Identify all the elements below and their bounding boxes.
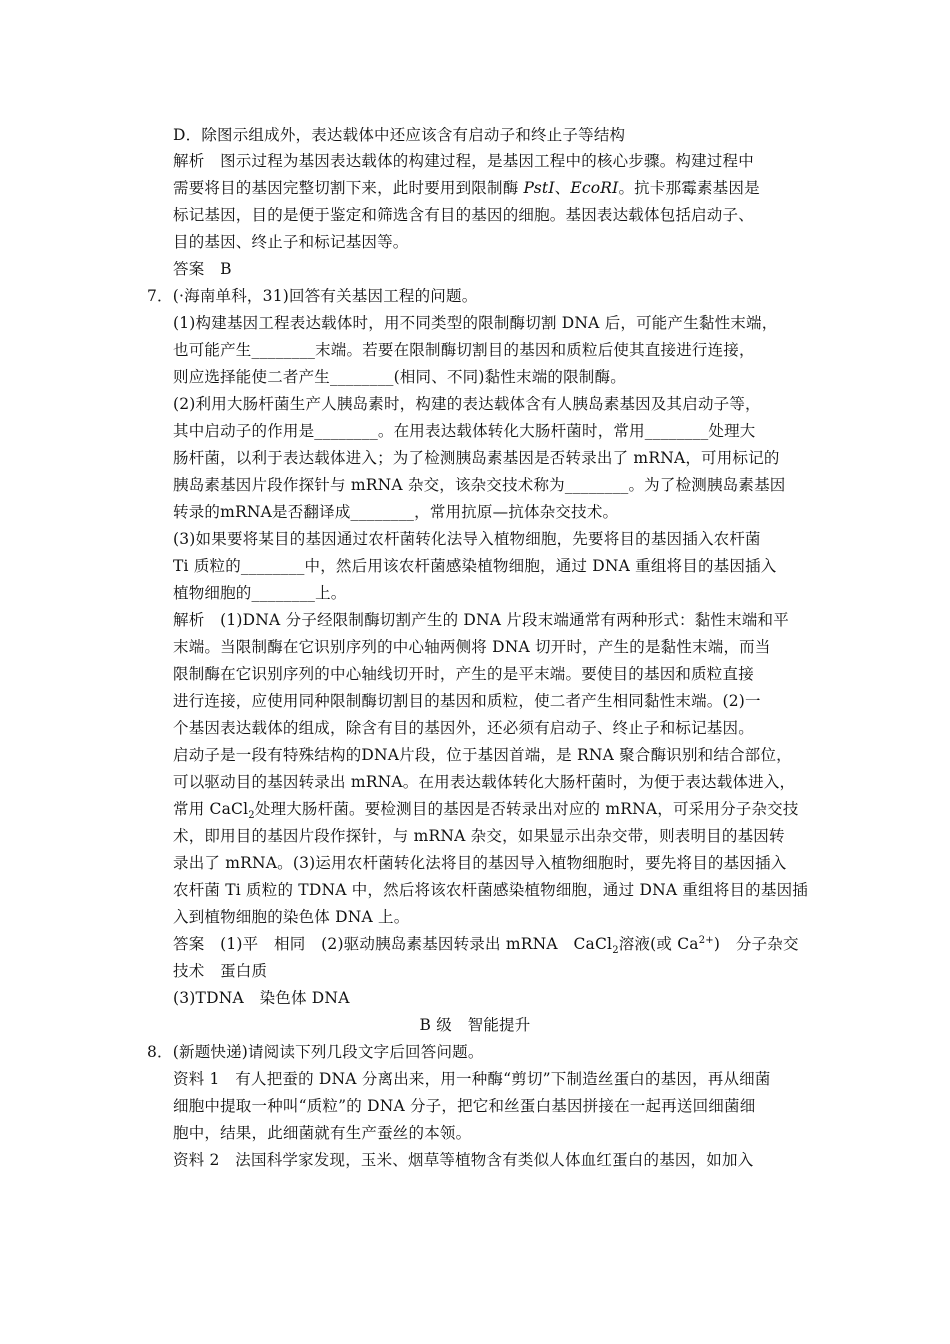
question-line: 植物细胞的________上。 (173, 584, 347, 602)
analysis-line: 可以驱动目的基因转录出 mRNA。在用表达载体转化大肠杆菌时，为便于表达载体进入， (173, 773, 796, 791)
question-line: 也可能产生________末端。若要在限制酶切割目的基因和质粒后使其直接进行连接， (173, 341, 755, 359)
question-line: 其中启动子的作用是________。在用表达载体转化大肠杆菌时，常用________处理大 (173, 422, 756, 440)
answer-line: 答案 (1)平 相同 (2)驱动胰岛素基因转录出 mRNA CaCl$_2$溶液(或 $Ca^{2+}$) 分子杂交 (173, 934, 799, 957)
question-line: 胰岛素基因片段作探针与 mRNA 杂交，该杂交技术称为________。为了检测胰岛素基因 (173, 476, 786, 494)
question-line: (3)如果要将某目的基因通过农杆菌转化法导入植物细胞，先要将目的基因插入农杆菌 (173, 530, 761, 548)
analysis-line: 解析 (1)DNA 分子经限制酶切割产生的 DNA 片段末端通常有两种形式：黏性末端和平 (173, 611, 789, 629)
analysis-line: 启动子是一段有特殊结构的DNA片段，位于基因首端，是 RNA 聚合酶识别和结合部位， (173, 746, 792, 764)
analysis-line: 标记基因，目的是便于鉴定和筛选含有目的基因的细胞。基因表达载体包括启动子、 (173, 206, 754, 224)
question-line: 则应选择能使二者产生________(相同、不同)黏性末端的限制酶。 (173, 368, 626, 386)
question-line: Ti 质粒的________中，然后用该农杆菌感染植物细胞，通过 DNA 重组将目的基因插入 (173, 557, 777, 575)
analysis-line: 农杆菌 Ti 质粒的 TDNA 中，然后将该农杆菌感染植物细胞，通过 DNA 重组将目的基因插 (173, 881, 808, 899)
analysis-line: 入到植物细胞的染色体 DNA 上。 (173, 908, 410, 926)
analysis-line: 末端。当限制酶在它识别序列的中心轴两侧将 DNA 切开时，产生的是黏性末端，而当 (173, 638, 771, 656)
section-heading: B 级 智能提升 (419, 1016, 531, 1034)
analysis-line: 录出了 mRNA。(3)运用农杆菌转化法将目的基因导入植物细胞时，要先将目的基因插入 (173, 854, 787, 872)
material-line: 资料 1 有人把蚕的 DNA 分离出来，用一种酶“剪切”下制造丝蛋白的基因，再从细菌 (173, 1070, 771, 1088)
answer-line: (3)TDNA 染色体 DNA (173, 989, 350, 1007)
analysis-line: 需要将目的基因完整切割下来，此时要用到限制酶 PstⅠ、EcoRⅠ。抗卡那霉素基因是 (173, 179, 760, 197)
analysis-line: 进行连接，应使用同种限制酶切割目的基因和质粒，使二者产生相同黏性末端。(2)一 (173, 692, 761, 710)
question-line: (2)利用大肠杆菌生产人胰岛素时，构建的表达载体含有人胰岛素基因及其启动子等， (173, 395, 761, 413)
analysis-line: 目的基因、终止子和标记基因等。 (173, 233, 409, 251)
analysis-line: 限制酶在它识别序列的中心轴线切开时，产生的是平末端。要使目的基因和质粒直接 (173, 665, 754, 683)
answer-line: 技术 蛋白质 (173, 962, 268, 980)
question-8-title: 8．(新题快递)请阅读下列几段文字后回答问题。 (147, 1043, 484, 1061)
question-line: 转录的mRNA是否翻译成________，常用抗原—抗体杂交技术。 (173, 503, 619, 521)
answer-line: 答案 B (173, 260, 232, 278)
analysis-line: 个基因表达载体的组成，除含有目的基因外，还必须有启动子、终止子和标记基因。 (173, 719, 754, 737)
option-d: D．除图示组成外，表达载体中还应该含有启动子和终止子等结构 (173, 126, 626, 144)
question-7-title: 7．(·海南单科，31)回答有关基因工程的问题。 (147, 287, 478, 305)
analysis-line: 常用 CaCl$_2$处理大肠杆菌。要检测目的基因是否转录出对应的 mRNA，可采用分子杂交技 (173, 800, 799, 822)
material-line: 资料 2 法国科学家发现，玉米、烟草等植物含有类似人体血红蛋白的基因，如加入 (173, 1151, 754, 1169)
material-line: 胞中，结果，此细菌就有生产蚕丝的本领。 (173, 1124, 472, 1142)
analysis-line: 解析 图示过程为基因表达载体的构建过程，是基因工程中的核心步骤。构建过程中 (173, 152, 754, 170)
question-line: 肠杆菌，以利于表达载体进入；为了检测胰岛素基因是否转录出了 mRNA，可用标记的 (173, 449, 780, 467)
material-line: 细胞中提取一种叫“质粒”的 DNA 分子，把它和丝蛋白基因拼接在一起再送回细菌细 (173, 1097, 756, 1115)
question-line: (1)构建基因工程表达载体时，用不同类型的限制酶切割 DNA 后，可能产生黏性末端， (173, 314, 778, 332)
analysis-line: 术，即用目的基因片段作探针，与 mRNA 杂交，如果显示出杂交带，则表明目的基因转 (173, 827, 785, 845)
